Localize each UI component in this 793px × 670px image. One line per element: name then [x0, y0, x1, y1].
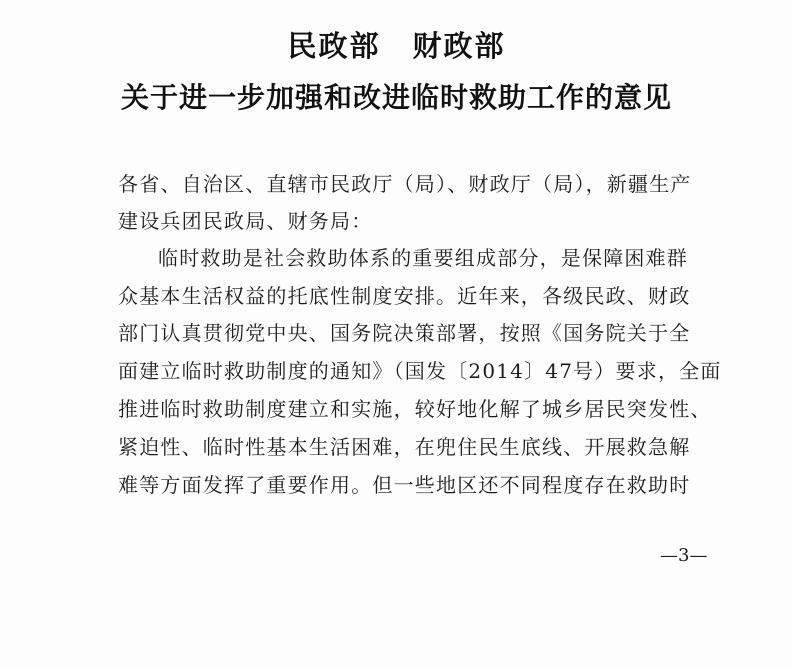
addressee-line: 各省、自治区、直辖市民政厅（局）、财政厅（局），新疆生产	[118, 172, 692, 196]
paragraph-line: 难等方面发挥了重要作用。但一些地区还不同程度存在救助时	[118, 473, 691, 497]
paragraph-line: 推进临时救助制度建立和实施，较好地化解了城乡居民突发性、	[118, 397, 712, 421]
paragraph-line: 面建立临时救助制度的通知》（国发〔2014〕47号）要求，全面	[118, 359, 722, 383]
paragraph-line: 紧迫性、临时性基本生活困难，在兜住民生底线、开展救急解	[118, 435, 691, 459]
paragraph-line: 众基本生活权益的托底性制度安排。近年来，各级民政、财政	[118, 284, 691, 308]
paragraph-line: 临时救助是社会救助体系的重要组成部分，是保障困难群	[158, 246, 688, 270]
addressee-line: 建设兵团民政局、财务局：	[118, 209, 373, 233]
paragraph-line: 部门认真贯彻党中央、国务院决策部署，按照《国务院关于全	[118, 321, 691, 345]
document-title-issuers: 民政部 财政部	[287, 29, 506, 63]
document-title: 关于进一步加强和改进临时救助工作的意见	[120, 81, 672, 114]
page-number: —3—	[660, 545, 708, 566]
